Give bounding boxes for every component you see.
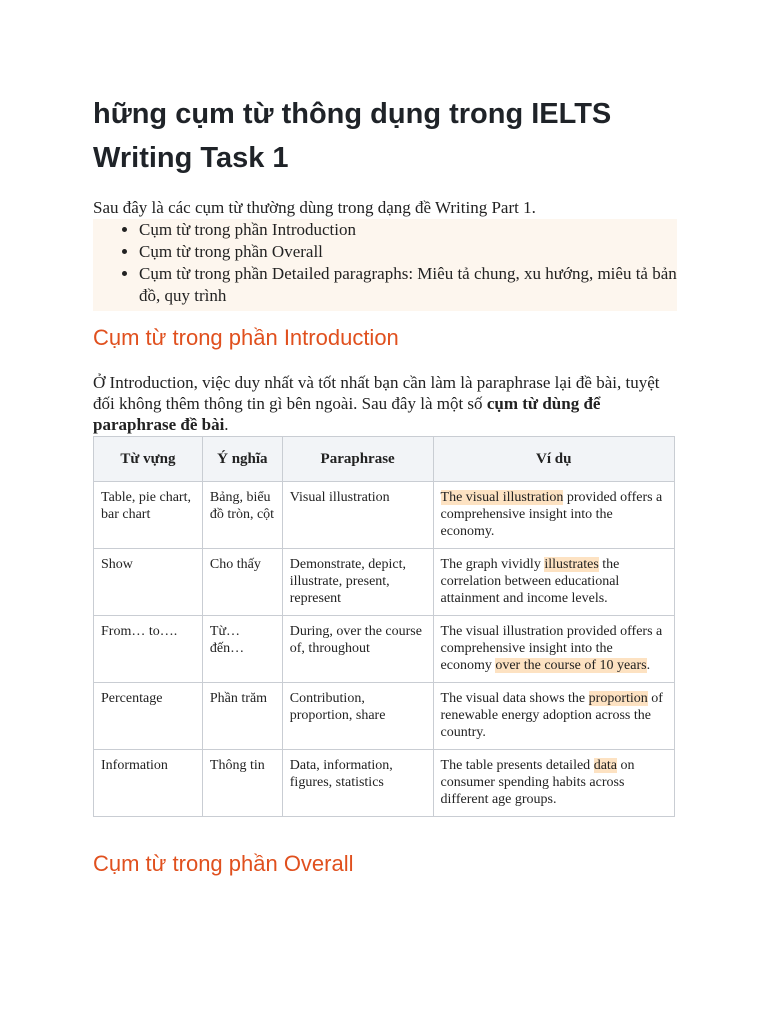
bullet-item: • Cụm từ trong phần Detailed paragraphs: Miêu tả chung, xu hướng, miêu tả bản đồ, quy trình	[139, 263, 677, 307]
example-highlight: The visual illustration	[440, 490, 564, 505]
cell-vocab: From… to….	[94, 616, 203, 683]
table-row	[94, 750, 675, 817]
cell-vocab: Information	[94, 750, 203, 817]
example-text: provided offers a comprehensive insight into the economy.	[440, 490, 663, 539]
paragraph-bold-text: cụm từ dùng để paraphrase đề bài	[93, 394, 601, 434]
cell-paraphrase: Contribution, proportion, share	[282, 683, 433, 750]
cell-vocab: Table, pie chart, bar chart	[94, 482, 203, 549]
table-row	[94, 482, 675, 549]
cell-example	[433, 482, 674, 549]
intro-bullet-list	[93, 219, 677, 311]
cell-example	[433, 616, 674, 683]
cell-paraphrase: Demonstrate, depict, illustrate, present, represent	[282, 549, 433, 616]
header-meaning: Ý nghĩa	[202, 437, 282, 482]
table-row	[94, 683, 675, 750]
cell-paraphrase: Data, information, figures, statistics	[282, 750, 433, 817]
cell-vocab: Show	[94, 549, 203, 616]
table-row	[94, 549, 675, 616]
example-highlight: over the course of 10 years	[495, 658, 647, 673]
cell-meaning: Thông tin	[202, 750, 282, 817]
cell-example	[433, 549, 674, 616]
cell-paraphrase: Visual illustration	[282, 482, 433, 549]
header-example: Ví dụ	[433, 437, 674, 482]
example-highlight: proportion	[588, 691, 648, 706]
example-text: The visual data shows the	[440, 691, 589, 706]
example-text: of renewable energy adoption across the country.	[440, 691, 663, 740]
example-text: The graph vividly	[440, 557, 545, 572]
header-paraphrase: Paraphrase	[282, 437, 433, 482]
cell-example	[433, 683, 674, 750]
paragraph-text: Ở Introduction, việc duy nhất và tốt nhất bạn cần làm là paraphrase lại đề bài, tuyệt đối không thêm thông tin gì bên ngoài. Sau đây là một số	[93, 373, 660, 413]
cell-meaning: Cho thấy	[202, 549, 282, 616]
bullet-item: • Cụm từ trong phần Introduction	[139, 219, 677, 241]
page-title: hững cụm từ thông dụng trong IELTS Writing Task 1	[93, 98, 612, 174]
cell-meaning: Phần trăm	[202, 683, 282, 750]
intro-block	[93, 197, 677, 311]
cell-paraphrase: During, over the course of, throughout	[282, 616, 433, 683]
cell-vocab: Percentage	[94, 683, 203, 750]
table-row	[94, 616, 675, 683]
section-heading-introduction: Cụm từ trong phần Introduction	[93, 325, 399, 350]
example-text: on consumer spending habits across different age groups.	[440, 758, 635, 807]
section-heading-overall: Cụm từ trong phần Overall	[93, 851, 354, 876]
cell-meaning: Từ… đến…	[202, 616, 282, 683]
header-vocab: Từ vựng	[94, 437, 203, 482]
example-text: .	[646, 658, 651, 673]
example-text: The table presents detailed	[440, 758, 594, 773]
intro-text: Sau đây là các cụm từ thường dùng trong dạng đề Writing Part 1.	[93, 198, 536, 217]
example-text: the correlation between educational attainment and income levels.	[440, 557, 620, 606]
phrase-table	[93, 436, 675, 817]
introduction-paragraph	[93, 372, 677, 435]
example-highlight: illustrates	[544, 557, 599, 572]
paragraph-end: .	[224, 415, 229, 434]
cell-example	[433, 750, 674, 817]
example-text: The visual illustration provided offers a comprehensive insight into the economy	[440, 624, 663, 673]
table-header-row	[94, 437, 675, 482]
example-highlight: data	[593, 758, 618, 773]
bullet-item: • Cụm từ trong phần Overall	[139, 241, 677, 263]
cell-meaning: Bảng, biểu đồ tròn, cột	[202, 482, 282, 549]
